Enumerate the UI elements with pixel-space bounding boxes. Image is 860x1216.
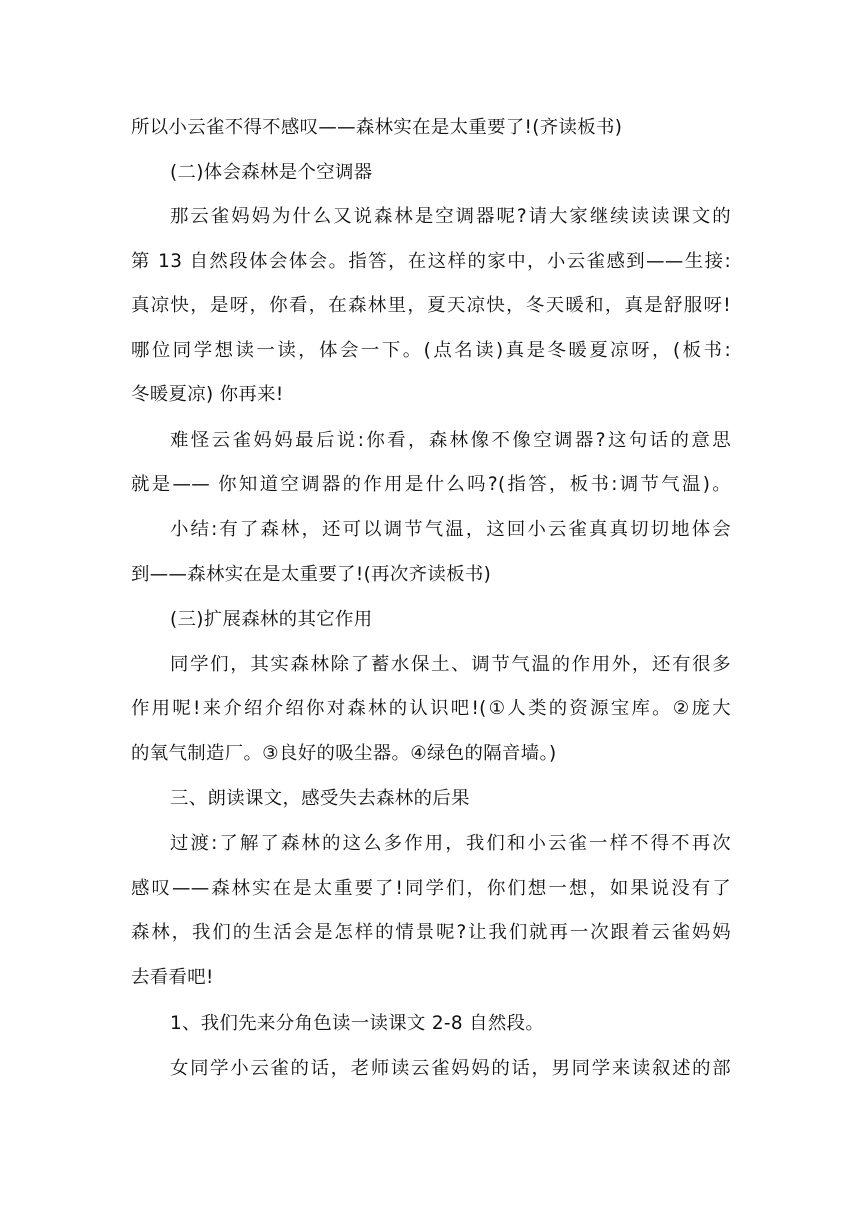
text-line: 同学们，其实森林除了蓄水保土、调节气温的作用外，还有很多 bbox=[170, 654, 731, 675]
text-line: 去看看吧! bbox=[131, 967, 214, 988]
text-line: 过渡:了解了森林的这么多作用，我们和小云雀一样不得不再次 bbox=[170, 833, 731, 854]
text-line: 女同学小云雀的话，老师读云雀妈妈的话，男同学来读叙述的部 bbox=[170, 1058, 731, 1079]
text-line: 真凉快，是呀，你看，在森林里，夏天凉快，冬天暖和，真是舒服呀! bbox=[131, 295, 731, 316]
text-line: 作用呢!来介绍介绍你对森林的认识吧!(①人类的资源宝库。②庞大 bbox=[131, 698, 731, 719]
text-line: 小结:有了森林，还可以调节气温，这回小云雀真真切切地体会 bbox=[170, 519, 731, 540]
text-line: 就是—— 你知道空调器的作用是什么吗?(指答，板书:调节气温)。 bbox=[131, 474, 731, 495]
text-line: 难怪云雀妈妈最后说:你看，森林像不像空调器?这句话的意思 bbox=[170, 430, 731, 451]
text-line: 的氧气制造厂。③良好的吸尘器。④绿色的隔音墙。) bbox=[131, 743, 557, 764]
text-line: 哪位同学想读一读，体会一下。(点名读)真是冬暖夏凉呀，(板书: bbox=[131, 340, 731, 361]
section-heading: (三)扩展森林的其它作用 bbox=[170, 609, 373, 630]
text-line: 感叹——森林实在是太重要了!同学们，你们想一想，如果说没有了 bbox=[131, 878, 731, 899]
section-heading: (二)体会森林是个空调器 bbox=[170, 162, 373, 183]
text-line: 森林，我们的生活会是怎样的情景呢?让我们就再一次跟着云雀妈妈 bbox=[131, 922, 731, 943]
text-line: 所以小云雀不得不感叹——森林实在是太重要了!(齐读板书) bbox=[131, 117, 623, 138]
text-line: 冬暖夏凉) 你再来! bbox=[131, 384, 284, 405]
section-heading: 三、朗读课文，感受失去森林的后果 bbox=[170, 788, 470, 809]
text-line: 第 13 自然段体会体会。指答，在这样的家中，小云雀感到——生接: bbox=[131, 251, 731, 272]
text-line: 到——森林实在是太重要了!(再次齐读板书) bbox=[131, 564, 492, 585]
list-item: 1、我们先来分角色读一读课文 2-8 自然段。 bbox=[170, 1013, 545, 1034]
text-line: 那云雀妈妈为什么又说森林是空调器呢?请大家继续读读课文的 bbox=[170, 206, 731, 227]
